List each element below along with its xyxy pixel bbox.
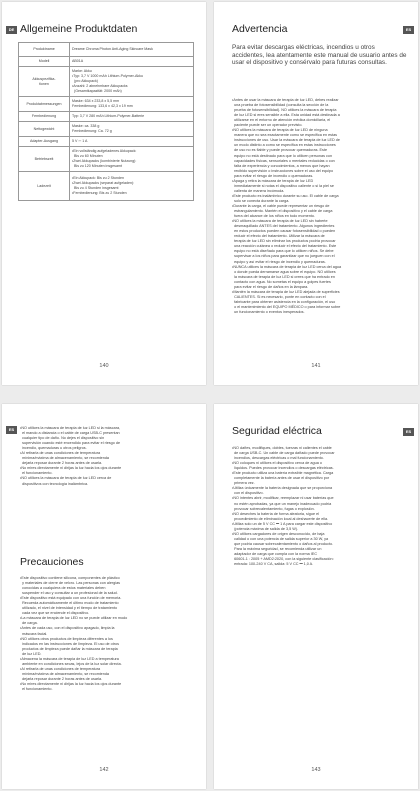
text-line: solo se conecta durante la carga. — [232, 198, 290, 203]
section-title: Precauciones — [20, 556, 84, 568]
text-line: Para la máxima seguridad, se recomienda utilizar un — [232, 546, 322, 551]
text-line: instrucciones de uso. Usar la máscara de terapia de luz LED de — [232, 138, 340, 143]
page-number: 140 — [99, 363, 109, 369]
text-line: •Al retirarla de unas condiciones de temperatura — [20, 666, 101, 671]
spec-value-line: •Ein vollständig aufgeladenes Akkupack: — [72, 149, 137, 153]
text-line: dejarla reposar durante 2 horas antes de usarla. — [20, 461, 103, 466]
text-line: equipo no está diseñado para que lo utilicen niños. Se debe — [232, 249, 334, 254]
spec-value-line: Bis zu 120 Minuten insgesamt — [72, 164, 122, 168]
text-line: paciente puede ser un operador previsto. — [232, 123, 303, 128]
spec-value-line: AB01A — [72, 59, 84, 63]
page-title: Advertencia — [232, 23, 288, 35]
spec-value — [70, 67, 194, 97]
spec-value-line: •Zwei Akkupacks (kombinierte Nutzung): — [72, 159, 137, 163]
spec-value — [70, 57, 194, 67]
text-line: •NO coloques ni utilices el dispositivo cerca de agua o — [232, 461, 322, 466]
spec-row — [19, 122, 194, 137]
text-line: Recuerda automáticamente el último modo de tratamiento — [20, 601, 119, 606]
text-line: incendio, quemaduras u otros peligros. — [20, 446, 87, 451]
text-line: CALIENTES. Si es necesario, ponte en contacto con el — [232, 294, 326, 299]
text-line: productos de limpieza puede dañar la máscara de terapia — [20, 646, 118, 651]
text-line: de uso no es fiable y puede provocar quemaduras. Este — [232, 148, 328, 153]
text-line: utilizarse en el entorno de atención médica domiciliaria, el — [232, 118, 331, 123]
text-line: equipo y así evitar el riesgo de incendio y quemaduras. — [232, 259, 326, 264]
text-line: •Antes de usar la máscara de terapia de luz LED, debes realizar — [232, 98, 339, 102]
text-line: •NO intentes abrir, modificar, reemplazar ni usar baterías que — [232, 496, 334, 501]
spec-row — [19, 172, 194, 201]
text-line: o el mantenimiento del EQUIPO MÉDICO o para informar sobre — [232, 304, 341, 309]
text-line: incendios, descargas eléctricas o mal funcionamiento. — [232, 456, 324, 461]
text-line: 60601-1 : 2005 + AMD2:2020, con la siguiente clasificación: — [232, 557, 334, 562]
spec-value-line: •Fernbedienung: Bis zu 2 Stunden — [72, 191, 127, 195]
page-title: Allgemeine Produktdaten — [20, 23, 138, 35]
text-line: •NO utilices la máscara de terapia de luz LED si la máscara, — [20, 426, 121, 430]
text-line: líquidos. Puedes provocar incendios o descargas eléctricas. — [232, 466, 334, 471]
text-line: •No mires directamente ni dirijas la luz hacia los ojos durante — [20, 466, 122, 471]
text-line: conocidas a cualquiera de estos materiales deben — [20, 586, 106, 591]
text-line: un modo distinto a como se especifica en estas instrucciones — [232, 143, 336, 148]
text-line: contacto con agua. No sometas el equipo a golpes fuertes — [232, 279, 331, 284]
spec-row — [19, 57, 194, 67]
text-line: •Antes de cada uso, con el dispositivo apagado, limpia la — [20, 626, 115, 631]
text-line: que podría causar sobrecalentamiento o daños al producto. — [232, 541, 334, 546]
language-tag: ES — [403, 428, 414, 436]
text-line: la máscara de terapia de luz LED si crees que ha entrado en — [232, 274, 335, 279]
text-line: de luz LED. — [20, 651, 42, 656]
text-line: supervisión cuando esté encendido para evitar el riesgo de — [20, 441, 121, 446]
spec-label: Modell — [19, 57, 70, 67]
spec-row — [19, 137, 194, 147]
text-line: fuera del alcance de los niños en todo momento. — [232, 214, 315, 219]
text-line: cualquier tipo de daño. No dejes el dispositivo sin — [20, 436, 105, 441]
text-line: utilizado, el nivel de intensidad y el tiempo de tratamiento — [20, 606, 118, 611]
text-line: cada vez que se enciende el dispositivo. — [20, 611, 90, 616]
text-line: •NO utilices la máscara de terapia de luz LED de ninguna — [232, 128, 328, 133]
spec-table — [18, 42, 194, 201]
spec-value-line: •Typ: 3,7 V 1000 mAh Lithium-Polymer-Akku — [72, 74, 143, 78]
text-line: •La máscara de terapia de luz LED no se puede utilizar en modo — [20, 616, 128, 621]
intro-paragraph: Para evitar descargas eléctricas, incendios u otros accidentes, lea atentamente este manual de usuario antes de usar el dispositivo y consérvalo para futuras consultas. — [232, 44, 407, 67]
text-line: •Este producto es inalámbrico durante su uso. El cable de carga — [232, 193, 339, 198]
spec-value-line: Fernbedienung: 133,6 x 42,3 x 19 mm — [72, 104, 133, 108]
language-tag: ES — [403, 26, 414, 34]
spec-value — [70, 172, 194, 201]
text-line: no estén aprobadas, ya que un manejo inadecuado podría — [232, 501, 332, 506]
text-line: terapia de luz LED sin eliminar los productos podría provocar — [232, 239, 336, 244]
spec-label: Produktabmessungen — [19, 97, 70, 112]
spec-value-line: Bis zu 4 Stunden insgesamt — [72, 186, 119, 190]
warning-list-continued — [20, 426, 121, 487]
text-line: estrangulamiento. Mantén el dispositivo y el cable de carga — [232, 209, 333, 214]
spec-value — [70, 147, 194, 172]
text-line: mínima/máxima de almacenamiento, se recomienda — [20, 456, 109, 461]
spec-label: Betriebszeit — [19, 147, 70, 172]
text-line: •Mantén la máscara de terapia de luz LED alejada de superficies — [232, 289, 340, 294]
text-line: indicados en las instrucciones de limpieza. El uso de otros — [20, 641, 120, 646]
text-line: •NO utilices la máscara de terapia de luz LED cerca de — [20, 476, 112, 481]
text-line: •NO deseches la batería de forma aleatoria, sigue el — [232, 511, 319, 516]
text-line: desmaquillado ANTES del tratamiento. Algunos ingredientes — [232, 224, 335, 229]
text-line: adaptador de carga que cumpla con la norma IEC — [232, 551, 318, 556]
page-141 — [214, 2, 418, 385]
page-number: 143 — [311, 767, 321, 773]
spec-label: Adapter-Ausgang — [19, 137, 70, 147]
text-line: mínima/máxima de almacenamiento, se recomienda — [20, 671, 109, 676]
page-number: 141 — [311, 363, 321, 369]
text-line: provocar sobrecalentamiento, fugas o explosión. — [232, 506, 315, 511]
text-line: una reacción cutánea o reducir el efecto del tratamiento. Este — [232, 244, 337, 249]
language-tag: DE — [6, 26, 17, 34]
text-line: falta de experiencia y conocimientos, a menos que hayan — [232, 163, 330, 168]
spec-row — [19, 147, 194, 172]
spec-value — [70, 122, 194, 137]
text-line: inmediatamente si notas el dispositivo caliente o si la piel se — [232, 183, 334, 188]
text-line: primera vez. — [232, 481, 255, 486]
spec-row — [19, 97, 194, 112]
page-number: 142 — [99, 767, 109, 773]
text-line: •NO utilices cargadores de origen desconocido, de baja — [232, 531, 325, 536]
text-line: recibido supervisión o instrucciones sobre el uso del equipo — [232, 168, 334, 173]
text-line: una prueba de fotosensibilidad (consulta la sección de la — [232, 103, 329, 108]
text-line: •Apaga y retira la máscara de terapia de luz LED — [232, 178, 314, 183]
spec-label: Nettogewicht — [19, 122, 70, 137]
text-line: prueba de fotosensibilidad). NO utilices la máscara de terapia — [232, 108, 337, 113]
text-line: •Utiliza únicamente la batería designada que se proporciona — [232, 486, 333, 491]
text-line: dispositivos con tecnología inalámbrica. — [20, 481, 89, 486]
spec-value-line: •Zwei Akkupacks (separat aufgeladen): — [72, 181, 135, 185]
text-line: en estos productos pueden causar fotosensibilidad o pueden — [232, 229, 336, 234]
spec-label: Akkuspezifika- tionen — [19, 67, 70, 97]
text-line: •Al retirarla de unas condiciones de temperatura — [20, 451, 101, 456]
text-line: •Este producto utiliza una batería extraíble magnética. Carga — [232, 471, 334, 476]
page-142 — [2, 404, 206, 789]
text-line: para evitar el riesgo de daños en la lámpara. — [232, 284, 309, 289]
precautions-list — [20, 576, 127, 692]
spec-value-line: Maske: 634 x 233,8 x 5,5 mm — [72, 99, 120, 103]
spec-value-line: 5 V ⎓ 1 A — [72, 139, 88, 143]
text-line: reducir el efecto del tratamiento. Utilizar la máscara de — [232, 234, 325, 239]
text-line: el funcionamiento. — [20, 687, 53, 692]
spec-value-line: (pro Akkupack) — [72, 79, 98, 83]
spec-value — [70, 112, 194, 122]
text-line: •Almacena la máscara de terapia de luz LED a temperatura — [20, 656, 119, 661]
text-line: •No mires directamente ni dirijas la luz hacia los ojos durante — [20, 681, 122, 686]
text-line: capacidades físicas, sensoriales o mentales reducidas o con — [232, 158, 335, 163]
page-title: Seguridad eléctrica — [232, 425, 322, 437]
text-line: de carga. — [20, 621, 38, 626]
text-line: entrada: 100-240 V CA, salida: 5 V CC ⎓ 1,0 A. — [232, 562, 314, 567]
text-line: con el dispositivo. — [232, 491, 264, 496]
text-line: ambiente en condiciones secas, lejos de la luz solar directa. — [20, 661, 122, 666]
language-tag: ES — [6, 426, 17, 434]
spec-value-line: (Gesamtkapazität: 2000 mAh) — [72, 89, 122, 93]
text-line: equipo no está destinado para que lo utilicen personas con — [232, 153, 333, 158]
spec-value — [70, 97, 194, 112]
spec-value-line: Bis zu 60 Minuten — [72, 154, 103, 158]
warning-list — [232, 98, 341, 315]
spec-row — [19, 112, 194, 122]
spec-value-line: Marke: Akku — [72, 69, 92, 73]
text-line: •NO dañes, modifiques, dobles, tuerzas ni calientes el cable — [232, 446, 332, 450]
spec-value-line: •Ein Akkupack: Bis zu 2 Stunden — [72, 176, 125, 180]
text-line: •NUNCA utilices la máscara de terapia de luz LED cerca del agua — [232, 264, 342, 269]
text-line: •Utiliza solo un de 5 V CC ⎓ 1 A para cargar este dispositivo — [232, 521, 333, 526]
spec-value-line: •Anzahl: 2 abnehmbare Akkupacks — [72, 84, 128, 88]
text-line: •Este dispositivo contiene silicona, componentes de plástico — [20, 576, 120, 580]
text-line: •NO utilices la máscara de terapia de luz LED sin haberte — [232, 219, 328, 224]
text-line: el mando a distancia o el cable de carga USB-C presentan — [20, 431, 120, 436]
text-line: fabricante para obtener asistencia en la configuración, el uso — [232, 299, 336, 304]
text-line: para evitar el riesgo de incendio o quemaduras. — [232, 173, 314, 178]
text-line: máscara facial. — [20, 631, 48, 636]
spec-label: Fernbedienung — [19, 112, 70, 122]
text-line: manera que no sea exactamente como se especifica en estas — [232, 133, 338, 138]
text-line: •Este dispositivo está equipado con una función de memoria. — [20, 596, 122, 601]
spec-value-line: Dreame Chroma Photon Anti-Aging Skincare Mask — [72, 47, 153, 51]
text-line: o donde pueda derramarse agua sobre el equipo. NO utilices — [232, 269, 336, 274]
text-line: •Durante la carga, el cable puede representar un riesgo de — [232, 203, 330, 208]
spec-value-line: Maske: ca. 338 g — [72, 124, 100, 128]
text-line: •NO utilices otros productos de limpieza diferentes a los — [20, 636, 113, 641]
spec-label: Ladezeit — [19, 172, 70, 201]
text-line: dejarla reposar durante 2 horas antes de usarla. — [20, 676, 103, 681]
spec-row — [19, 43, 194, 57]
text-line: supervisar a los niños para garantizar que no jueguen con el — [232, 254, 335, 259]
electrical-safety-list — [232, 446, 335, 567]
spec-value-line: Fernbedienung: Ca. 72 g — [72, 129, 112, 133]
text-line: el funcionamiento. — [20, 471, 53, 476]
spec-value — [70, 43, 194, 57]
spec-label: Produktname — [19, 43, 70, 57]
spec-row — [19, 67, 194, 97]
page-143 — [214, 404, 418, 789]
text-line: calienta de manera incómoda. — [232, 188, 285, 193]
text-line: de carga USB-C. Un cable de carga dañado puede provocar — [232, 451, 335, 456]
text-line: procedimiento de eliminación local al deshacerte de ella. — [232, 516, 329, 521]
spec-value — [70, 137, 194, 147]
text-line: y materiales de cierre de velcro. Las personas con alergias — [20, 581, 121, 586]
page-140 — [2, 2, 206, 385]
text-line: suspender el uso y consultar a un profesional de la salud. — [20, 591, 118, 596]
text-line: (potencia máxima de salida de 3,5 W). — [232, 526, 299, 531]
text-line: de luz LED si eres sensible a ella. Esta unidad está destinada a — [232, 113, 340, 118]
text-line: completamente la batería antes de usar el dispositivo por — [232, 476, 330, 481]
spec-value-line: Typ: 3,7 V 280 mAh Lithium-Polymer-Batterie — [72, 114, 145, 118]
text-line: un funcionamiento o eventos inesperados. — [232, 309, 305, 314]
text-line: calidad o con una potencia de salida superior a 30 W, ya — [232, 536, 329, 541]
